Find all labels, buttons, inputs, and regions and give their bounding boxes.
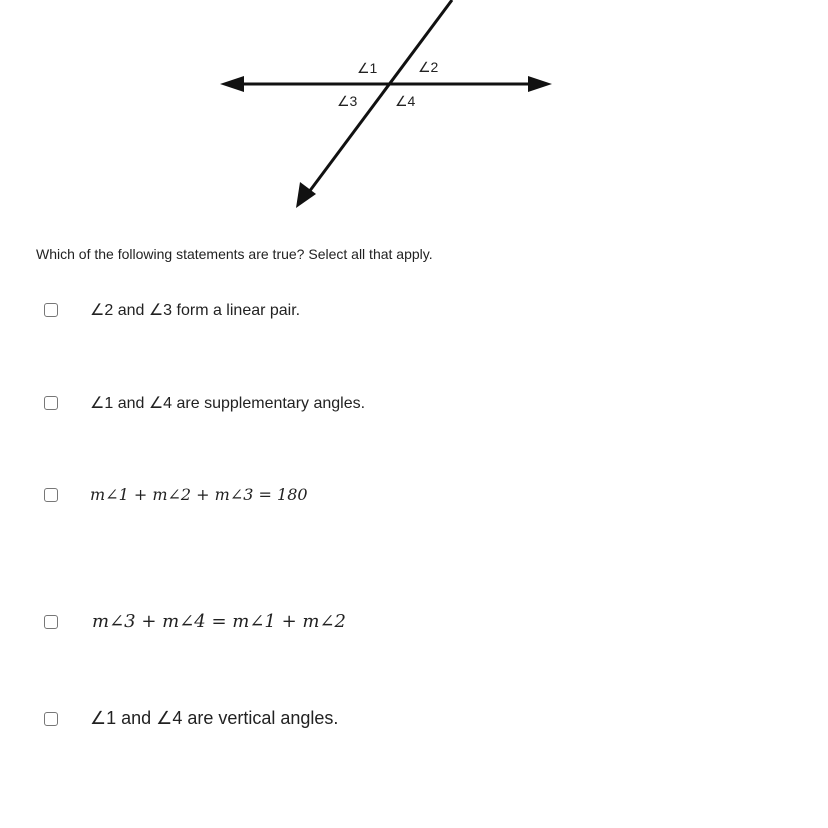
- option-2-label: ∠1 and ∠4 are supplementary angles.: [90, 395, 366, 412]
- angle-2-label: ∠2: [418, 59, 439, 75]
- angle-4-label: ∠4: [395, 93, 416, 109]
- option-1-checkbox[interactable]: [44, 303, 58, 317]
- right-arrowhead: [528, 76, 552, 92]
- intersecting-lines-diagram: [0, 0, 828, 230]
- question-prompt: Which of the following statements are true? Select all that apply.: [36, 246, 433, 262]
- option-4-checkbox[interactable]: [44, 615, 58, 629]
- answer-option[interactable]: [44, 485, 308, 504]
- transversal-line: [306, 0, 452, 196]
- option-5-checkbox[interactable]: [44, 712, 58, 726]
- answer-option[interactable]: [44, 708, 338, 729]
- option-2-checkbox[interactable]: [44, 396, 58, 410]
- angle-diagram: [0, 0, 828, 230]
- option-3-checkbox[interactable]: [44, 488, 58, 502]
- left-arrowhead: [220, 76, 244, 92]
- option-3-label: m∠1 + m∠2 + m∠3 = 180: [90, 485, 308, 504]
- angle-1-label: ∠1: [357, 60, 378, 76]
- answer-option[interactable]: [44, 393, 365, 413]
- option-4-label: m∠3 + m∠4 = m∠1 + m∠2: [92, 611, 346, 632]
- angle-3-label: ∠3: [337, 93, 358, 109]
- option-5-label: ∠1 and ∠4 are vertical angles.: [90, 708, 339, 728]
- answer-option[interactable]: [44, 611, 346, 632]
- answer-option[interactable]: [44, 300, 300, 320]
- option-1-label: ∠2 and ∠3 form a linear pair.: [90, 302, 301, 319]
